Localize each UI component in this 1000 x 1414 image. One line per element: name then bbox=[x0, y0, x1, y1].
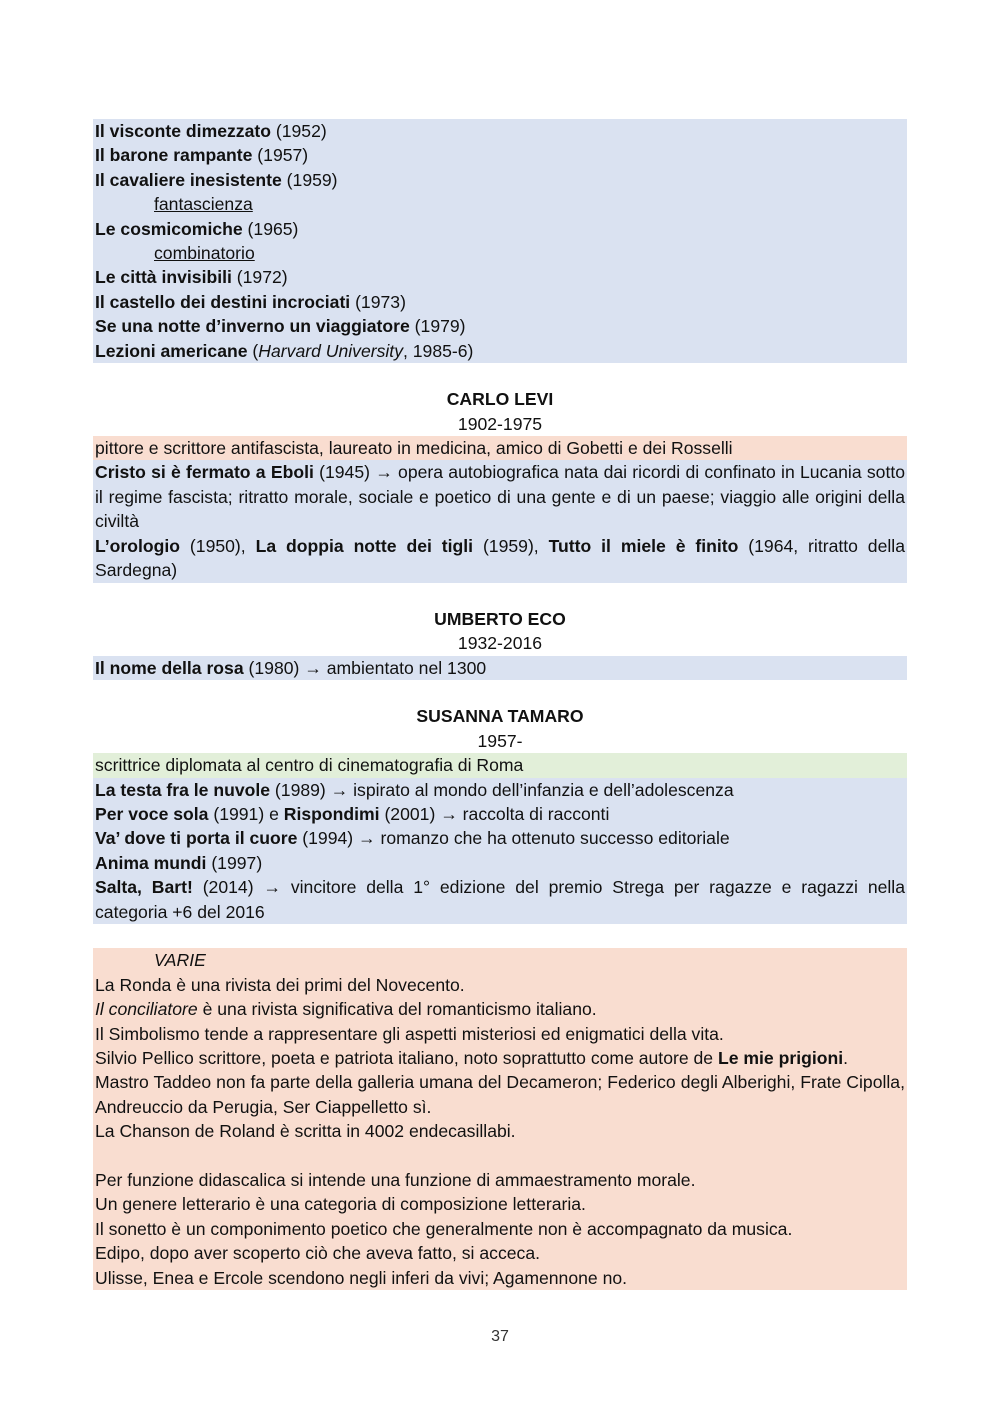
genre-text: combinatorio bbox=[154, 242, 255, 263]
work-year: (1972) bbox=[231, 267, 288, 288]
author-name-text: CARLO LEVI bbox=[446, 389, 554, 410]
work-entry bbox=[93, 875, 907, 924]
work-title: Rispondimi bbox=[283, 804, 380, 825]
work-description: (1964, ritratto della Sardegna) bbox=[95, 535, 905, 581]
calvino-works bbox=[93, 119, 907, 363]
work-title: Il castello dei destini incrociati bbox=[95, 291, 351, 312]
work-entry bbox=[93, 460, 907, 533]
spacer bbox=[93, 680, 907, 704]
work-title: La doppia notte dei tigli bbox=[255, 535, 474, 556]
work-entry bbox=[93, 265, 907, 289]
section-heading-text: VARIE bbox=[154, 950, 206, 971]
work-entry bbox=[93, 851, 907, 875]
note-bold: Le mie prigioni bbox=[717, 1047, 844, 1068]
work-title: La testa fra le nuvole bbox=[95, 779, 271, 800]
note-italic: Il conciliatore bbox=[95, 999, 198, 1020]
work-year: (1959), bbox=[473, 535, 549, 556]
work-entry bbox=[93, 534, 907, 583]
note-line bbox=[93, 997, 907, 1021]
note-line: Il sonetto è un componimento poetico che generalmente non è accompagnato da musica. bbox=[93, 1217, 907, 1241]
work-entry bbox=[93, 217, 907, 241]
work-year: (1965) bbox=[242, 218, 299, 239]
work-title: Il visconte dimezzato bbox=[95, 121, 271, 141]
work-description: (1980) → ambientato nel 1300 bbox=[243, 657, 487, 678]
author-years: 1957- bbox=[477, 730, 523, 751]
work-description: (2001) → raccolta di racconti bbox=[379, 804, 610, 825]
work-entry bbox=[93, 826, 907, 850]
author-section-levi bbox=[93, 387, 907, 582]
work-year: (1997) bbox=[206, 852, 263, 873]
work-entry bbox=[93, 778, 907, 802]
work-entry bbox=[93, 802, 907, 826]
work-title: L’orologio bbox=[95, 535, 181, 556]
work-title: Il cavaliere inesistente bbox=[95, 169, 282, 190]
author-name-text: UMBERTO ECO bbox=[434, 608, 566, 629]
author-bio: pittore e scrittore antifascista, laureato in medicina, amico di Gobetti e dei Rosselli bbox=[93, 436, 907, 460]
page-number: 37 bbox=[491, 1328, 509, 1345]
author-years: 1902-1975 bbox=[457, 413, 543, 434]
work-title: Il nome della rosa bbox=[95, 657, 244, 678]
blank-line bbox=[93, 1144, 907, 1168]
work-year: (1957) bbox=[252, 145, 309, 166]
work-title: Se una notte d’inverno un viaggiatore bbox=[95, 316, 410, 337]
note-line: Mastro Taddeo non fa parte della galleria umana del Decameron; Federico degli Alberighi, Frate Cipolla, Andreuccio da Perugia, Ser Ciappelletto sì. bbox=[93, 1070, 907, 1119]
work-title: Le città invisibili bbox=[95, 267, 232, 288]
work-note-italic: Harvard University bbox=[258, 340, 403, 361]
work-title: Lezioni americane bbox=[95, 340, 248, 361]
author-name bbox=[93, 607, 907, 631]
note-line: La Chanson de Roland è scritta in 4002 endecasillabi. bbox=[93, 1119, 907, 1143]
genre-label bbox=[93, 192, 907, 216]
work-entry bbox=[93, 143, 907, 167]
author-name-text: SUSANNA TAMARO bbox=[416, 706, 584, 727]
author-years: 1932-2016 bbox=[457, 633, 543, 654]
work-title: Anima mundi bbox=[95, 852, 207, 873]
work-entry bbox=[93, 290, 907, 314]
genre-text: fantascienza bbox=[154, 194, 253, 215]
note-line: Un genere letterario è una categoria di composizione letteraria. bbox=[93, 1192, 907, 1216]
author-name bbox=[93, 704, 907, 728]
work-title: Per voce sola bbox=[95, 804, 209, 825]
note-line: Ulisse, Enea e Ercole scendono negli inferi da vivi; Agamennone no. bbox=[93, 1266, 907, 1290]
work-year: (1991) e bbox=[208, 804, 284, 825]
spacer bbox=[93, 583, 907, 607]
spacer bbox=[93, 924, 907, 948]
note-line: Edipo, dopo aver scoperto ciò che aveva fatto, si acceca. bbox=[93, 1241, 907, 1265]
section-heading bbox=[93, 948, 907, 972]
genre-label bbox=[93, 241, 907, 265]
varie-section bbox=[93, 948, 907, 1290]
work-entry bbox=[93, 119, 907, 143]
work-title: Cristo si è fermato a Eboli bbox=[95, 462, 314, 483]
note-line bbox=[93, 1046, 907, 1070]
note-line: La Ronda è una rivista dei primi del Novecento. bbox=[93, 973, 907, 997]
note-text: è una rivista significativa del romanticismo italiano. bbox=[197, 999, 597, 1020]
author-section-tamaro bbox=[93, 704, 907, 924]
work-description: (2014) → vincitore della 1° edizione del premio Strega per ragazze e ragazzi nella categoria +6 del 2016 bbox=[95, 877, 905, 922]
work-entry bbox=[93, 314, 907, 338]
work-title: Le cosmicomiche bbox=[95, 218, 243, 239]
work-year: (1952) bbox=[270, 121, 327, 141]
work-year: (1959) bbox=[281, 169, 338, 190]
work-description: (1994) → romanzo che ha ottenuto successo editoriale bbox=[297, 828, 730, 849]
author-section-eco bbox=[93, 607, 907, 680]
work-note: ( bbox=[247, 340, 259, 361]
work-title: Va’ dove ti porta il cuore bbox=[95, 828, 298, 849]
note-line: Il Simbolismo tende a rappresentare gli aspetti misteriosi ed enigmatici della vita. bbox=[93, 1022, 907, 1046]
work-year: (1950), bbox=[180, 535, 256, 556]
work-entry bbox=[93, 168, 907, 192]
note-text: . bbox=[843, 1047, 848, 1068]
work-year: (1979) bbox=[409, 316, 466, 337]
work-entry bbox=[93, 339, 907, 363]
work-year: (1973) bbox=[350, 291, 406, 312]
work-title: Tutto il miele è finito bbox=[548, 535, 739, 556]
author-name bbox=[93, 387, 907, 411]
note-line: Per funzione didascalica si intende una funzione di ammaestramento morale. bbox=[93, 1168, 907, 1192]
author-bio: scrittrice diplomata al centro di cinematografia di Roma bbox=[93, 753, 907, 777]
work-title: Salta, Bart! bbox=[95, 877, 193, 898]
work-entry bbox=[93, 656, 907, 680]
work-title: Il barone rampante bbox=[95, 145, 253, 166]
work-description: (1945) → opera autobiografica nata dai ricordi di confinato in Lucania sotto il regime fascista; ritratto morale, sociale e poetico di una gente e di un paese; viaggio alle origini della civiltà bbox=[95, 462, 906, 532]
work-note: , 1985-6) bbox=[403, 340, 474, 361]
work-description: (1989) → ispirato al mondo dell’infanzia e dell’adolescenza bbox=[270, 779, 734, 800]
note-text: Silvio Pellico scrittore, poeta e patriota italiano, noto soprattutto come autore de bbox=[95, 1047, 718, 1068]
spacer bbox=[93, 363, 907, 387]
page-content bbox=[93, 119, 907, 1290]
